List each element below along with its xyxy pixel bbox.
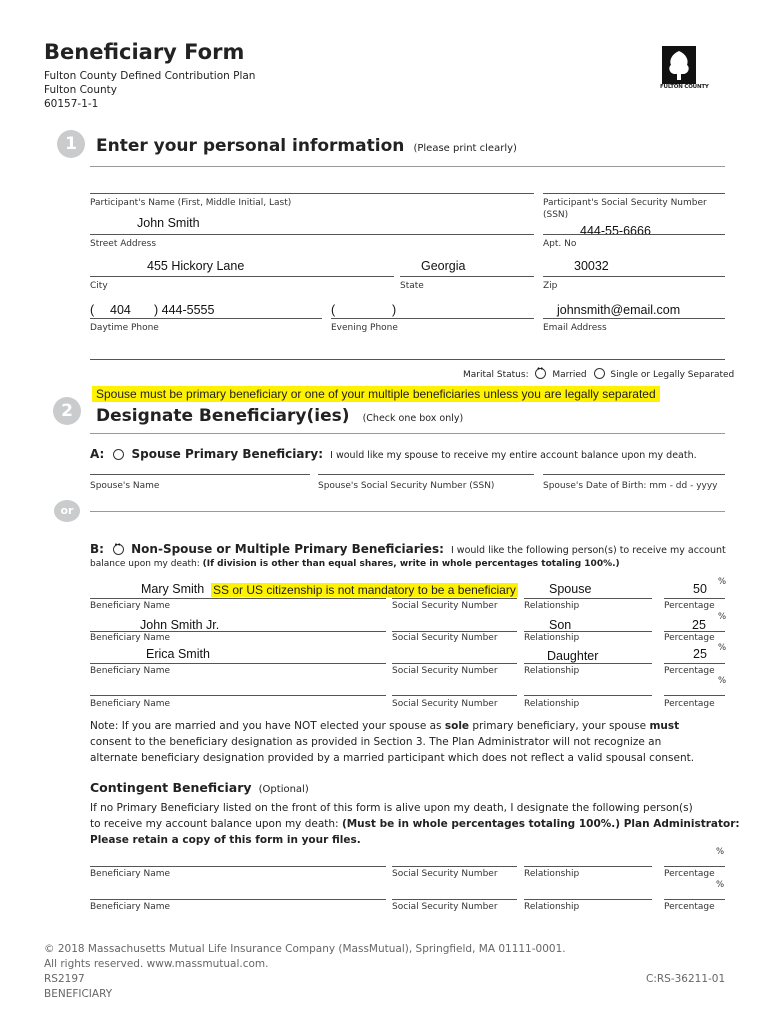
col-pct-label: Percentage [664,869,715,879]
logo-text: FULTON COUNTY [660,84,709,90]
note-text: Note: If you are married and you have NOT elected your spouse as [90,720,445,732]
day-phone-number-field[interactable]: ) 444-5555 [154,303,215,317]
cont-ssn-line [392,899,517,900]
pct-sign: % [716,880,725,890]
cont-pct-line [664,899,725,900]
day-phone-label: Daytime Phone [90,323,159,333]
day-phone-area-field[interactable]: 404 [110,303,131,317]
contingent-text-plain: to receive my account balance upon my death: [90,818,342,830]
email-label: Email Address [543,323,607,333]
cont-rel-line [524,866,652,867]
ssn-annotation: SS or US citizenship is not mandatory to be a beneficiary [213,583,516,597]
contingent-line-1: If no Primary Beneficiary listed on the front of this form is alive upon my death, I designate the following person(s) [90,802,693,814]
pct-sign: % [718,612,727,622]
street-top-line [90,234,534,235]
street-label: Street Address [90,239,157,249]
ssn-top-line [543,193,725,194]
note-line-2: consent to the beneficiary designation as provided in Section 3. The Plan Administrator will not recognize an [90,736,662,748]
col-pct-label: Percentage [664,666,715,676]
city-line [90,276,394,277]
zip-field[interactable]: 30032 [574,259,609,273]
cont-pct-line [664,866,725,867]
cont-rel-line [524,899,652,900]
col-rel-label: Relationship [524,699,580,709]
note-sole: sole [444,720,470,732]
eve-phone-line [331,318,534,319]
email-field[interactable]: johnsmith@email.com [557,303,681,317]
col-rel-label: Relationship [524,869,580,879]
ben-name-line [90,631,386,632]
beneficiary-relationship-field[interactable]: Son [549,618,572,632]
city-label: City [90,281,108,291]
spousal-note [90,718,694,766]
col-pct-label: Percentage [664,633,715,643]
state-label: State [400,281,424,291]
eve-phone-open: ( [331,303,336,317]
option-b-radio[interactable] [113,544,124,555]
section-1-divider [90,166,725,167]
ben-pct-line [664,695,725,696]
note-line-1 [90,718,694,734]
ben-name-line [90,598,386,599]
col-ssn-label: Social Security Number [392,699,498,709]
footer-doc-type: BENEFICIARY [44,988,113,1000]
option-a-row [90,443,697,462]
note-line-3: alternate beneficiary designation provided by a married participant which does not reflect a valid spousal consent. [90,752,695,764]
ben-ssn-line [392,695,517,696]
section-2-divider [90,433,725,434]
col-name-label: Beneficiary Name [90,869,171,879]
col-ssn-label: Social Security Number [392,633,498,643]
col-name-label: Beneficiary Name [90,666,171,676]
option-a-text: I would like my spouse to receive my entire account balance upon my death. [330,450,697,461]
footer-rights: All rights reserved. www.massmutual.com. [44,958,269,970]
or-divider [90,511,725,512]
col-name-label: Beneficiary Name [90,699,171,709]
ben-rel-line [524,631,652,632]
section-2-number: 2 [53,397,81,425]
col-ssn-label: Social Security Number [392,601,498,611]
pct-sign: % [718,643,727,653]
cont-name-line [90,899,386,900]
or-badge: or [54,500,80,522]
contingent-heading [90,777,309,796]
email-line [543,318,725,319]
pct-sign: % [716,847,725,857]
section-2-title [96,406,463,426]
cont-ssn-line [392,866,517,867]
col-rel-label: Relationship [524,633,580,643]
beneficiary-name-field[interactable]: Erica Smith [146,647,210,661]
col-rel-label: Relationship [524,666,580,676]
ben-ssn-line [392,598,517,599]
eve-phone-close: ) [392,303,397,317]
day-phone-open: ( [90,303,95,317]
ben-name-line [90,663,386,664]
col-name-label: Beneficiary Name [90,902,171,912]
col-rel-label: Relationship [524,601,580,611]
spouse-name-label: Spouse's Name [90,481,160,491]
col-ssn-label: Social Security Number [392,902,498,912]
option-b-instructions [90,559,620,569]
section-2-subtitle: (Check one box only) [362,413,464,424]
note-text: primary beneficiary, your spouse [469,720,650,732]
footer [44,942,566,1002]
option-b-row [90,538,726,557]
beneficiary-percentage-field[interactable]: 50 [693,582,707,596]
option-b-prefix: B: [90,542,104,556]
spouse-requirement-note: Spouse must be primary beneficiary or one of your multiple beneficiaries unless you are legally separated [92,386,660,402]
ben-rel-line [524,598,652,599]
col-ssn-label: Social Security Number [392,666,498,676]
day-phone-line [90,318,322,319]
marital-status-label: Marital Status: [463,370,529,380]
beneficiary-name-field[interactable]: Mary Smith [141,582,205,596]
contingent-text [90,800,740,848]
spouse-dob-line [543,474,725,475]
zip-line [543,276,725,277]
name-top-line [90,193,534,194]
section-1-number: 1 [57,130,85,158]
option-b-text2: balance upon my death: [90,559,200,569]
footer-copyright: © 2018 Massachusetts Mutual Life Insurance Company (MassMutual), Springfield, MA 01111-0001. [44,943,566,955]
col-pct-label: Percentage [664,601,715,611]
single-radio[interactable] [594,368,605,379]
marital-divider [90,359,725,360]
ben-pct-line [664,631,725,632]
married-label: Married [552,370,587,380]
col-ssn-label: Social Security Number [392,869,498,879]
pct-sign: % [718,577,727,587]
county-logo [660,46,709,92]
participant-name-field[interactable]: John Smith [137,216,200,230]
contingent-line-2 [90,816,740,832]
section-1-title [96,136,517,156]
beneficiary-relationship-field[interactable]: Spouse [549,582,592,596]
participant-ssn-label: Participant's Social Security Number (SSN) [543,198,707,220]
plan-name: Fulton County Defined Contribution Plan [44,70,256,82]
zip-label: Zip [543,281,558,291]
section-2-heading: Designate Beneficiary(ies) [96,406,350,426]
apt-top-line [543,234,725,235]
col-pct-label: Percentage [664,902,715,912]
contingent-text-bold: (Must be in whole percentages totaling 100%.) Plan Administrator: [341,818,740,830]
beneficiary-name-field[interactable]: John Smith Jr. [140,618,220,632]
ben-ssn-line [392,631,517,632]
footer-code: RS2197 [44,973,85,985]
county-name: Fulton County [44,84,117,96]
participant-name-label: Participant's Name (First, Middle Initial, Last) [90,198,292,208]
married-radio[interactable] [535,368,546,379]
spouse-dob-label: Spouse's Date of Birth: mm - dd - yyyy [543,481,718,491]
beneficiary-percentage-field[interactable]: 25 [692,618,706,632]
option-b-title: Non-Spouse or Multiple Primary Beneficiaries: [131,542,444,556]
eve-phone-label: Evening Phone [331,323,398,333]
option-b-text: I would like the following person(s) to receive my account [450,545,726,556]
marital-status-row [463,368,734,380]
state-line [400,276,534,277]
section-1-subtitle: (Please print clearly) [413,143,517,154]
ben-pct-line [664,663,725,664]
ben-ssn-line [392,663,517,664]
apt-label: Apt. No [543,239,577,249]
participant-ssn-field[interactable]: 444-55-6666 [580,224,651,238]
street-address-field[interactable]: 455 Hickory Lane [147,259,245,273]
pct-sign: % [718,676,727,686]
spouse-ssn-label: Spouse's Social Security Number (SSN) [318,481,495,491]
ben-rel-line [524,663,652,664]
cont-name-line [90,866,386,867]
contingent-optional: (Optional) [258,784,309,795]
section-1-heading: Enter your personal information [96,136,405,156]
col-pct-label: Percentage [664,699,715,709]
option-a-radio[interactable] [113,449,124,460]
spouse-ssn-line [318,474,534,475]
col-name-label: Beneficiary Name [90,633,171,643]
page-title: Beneficiary Form [44,40,245,64]
form-number: C:RS-36211-01 [646,973,726,985]
beneficiary-percentage-field[interactable]: 25 [693,647,707,661]
option-b-bold: (If division is other than equal shares, write in whole percentages totaling 100%.) [202,559,620,569]
contingent-line-3: Please retain a copy of this form in your files. [90,834,361,846]
ben-rel-line [524,695,652,696]
col-name-label: Beneficiary Name [90,601,171,611]
contingent-title: Contingent Beneficiary [90,780,252,795]
plan-id: 60157-1-1 [44,98,99,110]
single-label: Single or Legally Separated [610,370,735,380]
option-a-prefix: A: [90,447,105,461]
col-rel-label: Relationship [524,902,580,912]
state-field[interactable]: Georgia [421,259,466,273]
ben-name-line [90,695,386,696]
beneficiary-relationship-field[interactable]: Daughter [547,649,599,663]
option-a-title: Spouse Primary Beneficiary: [131,447,324,461]
spouse-name-line [90,474,310,475]
ben-pct-line [664,598,725,599]
note-must: must [649,720,680,732]
